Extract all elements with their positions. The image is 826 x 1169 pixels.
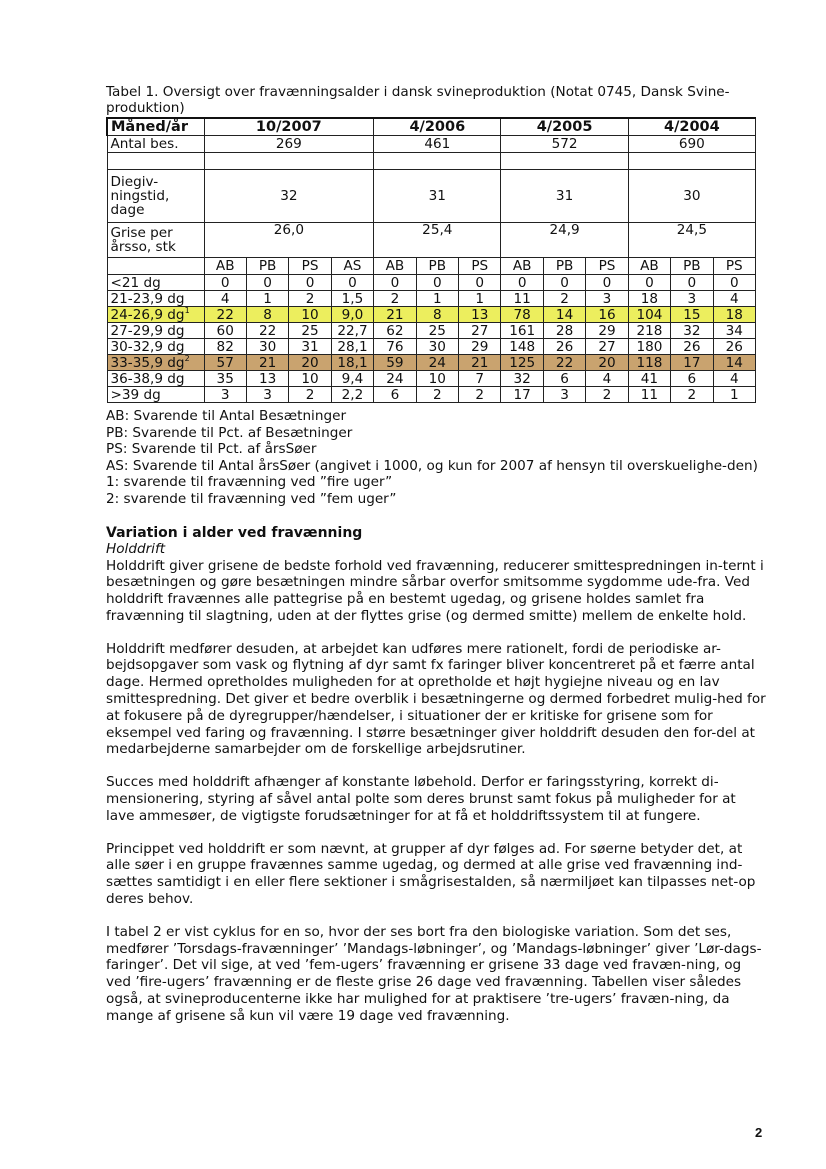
subcolumn-header: PB — [671, 258, 713, 275]
table-cell: 41 — [628, 371, 670, 387]
row-label: Diegiv-ningstid, dage — [107, 170, 204, 223]
table-cell: 13 — [246, 371, 288, 387]
table-cell: 31 — [374, 170, 501, 223]
table-cell: 34 — [713, 323, 755, 339]
row-label — [107, 387, 204, 403]
table-cell: 10 — [416, 371, 458, 387]
table-cell — [501, 153, 628, 170]
table-cell: 30 — [416, 339, 458, 355]
legend-item: PB: Svarende til Pct. af Besætninger — [106, 424, 353, 441]
row-label — [107, 355, 204, 371]
table-cell: 13 — [459, 307, 501, 323]
table-cell: 57 — [204, 355, 246, 371]
table-cell — [374, 153, 501, 170]
subcolumn-header: PB — [246, 258, 288, 275]
section-title: Variation i alder ved fravænning — [106, 525, 363, 541]
row-label — [107, 275, 204, 291]
table-cell: 6 — [374, 387, 416, 403]
table-cell — [628, 153, 755, 170]
table-cell: 2 — [289, 291, 331, 307]
table-cell: 0 — [331, 275, 373, 291]
table-cell: 14 — [713, 355, 755, 371]
legend-item: PS: Svarende til Pct. af årsSøer — [106, 441, 317, 457]
table-cell: 8 — [416, 307, 458, 323]
table-cell: 2 — [671, 387, 713, 403]
table-cell: 104 — [628, 307, 670, 323]
table-cell: 32 — [501, 371, 543, 387]
table-cell — [107, 258, 204, 275]
table-cell: 1 — [459, 291, 501, 307]
weaning-age-table — [106, 117, 756, 403]
table-cell: 4 — [586, 371, 628, 387]
table-cell: 15 — [671, 307, 713, 323]
period-header: 4/2004 — [628, 118, 755, 136]
table-cell: 2 — [459, 387, 501, 403]
table-cell: 11 — [501, 291, 543, 307]
table-cell: 26 — [713, 339, 755, 355]
legend-item: AB: Svarende til Antal Besætninger — [106, 408, 347, 424]
row-label-text: 36-38,9 dg — [110, 370, 185, 387]
table-cell: 0 — [204, 275, 246, 291]
table-cell: 7 — [459, 371, 501, 387]
body-paragraph: Holddrift medfører desuden, at arbejdet kan udføres mere rationelt, fordi de periodiske ar-bejdsopgaver som vask og flytning af dyr samt fx faringer bliver koncentreret på et færre antal dage. Hermed opretholdes muligheden for at opretholde et højt hygiejne niveau og en lav smittespredning. Det giver et bedre overblik i besætningerne og dermed forbedret mulig-hed for at fokusere på de dyregrupper/hændelser, i situationer der er kritiske for grisene som for eksempel ved faring og fravænning. I større besætninger giver holddrift desuden den for-del at medarbejderne samarbejder om de forskellige arbejdsrutiner. — [106, 640, 766, 758]
subcolumn-header: PS — [289, 258, 331, 275]
subcolumn-header: AB — [204, 258, 246, 275]
table-cell: 26 — [543, 339, 585, 355]
table-cell: 8 — [246, 307, 288, 323]
table-cell: 24,9 — [501, 223, 628, 258]
legend-item: AS: Svarende til Antal årsSøer (angivet i 1000, og kun for 2007 af hensyn til overskuelighe-den) — [106, 457, 758, 474]
table-row — [107, 387, 756, 403]
table-cell: 14 — [543, 307, 585, 323]
table-cell: 3 — [586, 291, 628, 307]
table-cell: 24 — [416, 355, 458, 371]
table-cell: 0 — [586, 275, 628, 291]
row-label-text: >39 dg — [110, 386, 161, 403]
table-cell: 28,1 — [331, 339, 373, 355]
subcolumn-header: AB — [374, 258, 416, 275]
period-header: 4/2005 — [501, 118, 628, 136]
row-label — [107, 339, 204, 355]
row-label — [107, 307, 204, 323]
row-label — [107, 323, 204, 339]
table-cell: 82 — [204, 339, 246, 355]
table-cell: 125 — [501, 355, 543, 371]
table-cell: 1 — [713, 387, 755, 403]
row-label — [107, 371, 204, 387]
table-cell: 218 — [628, 323, 670, 339]
subcolumn-header: PS — [586, 258, 628, 275]
row-label-text: 27-29,9 dg — [110, 322, 185, 339]
table-cell: 28 — [543, 323, 585, 339]
table-cell: 1 — [416, 291, 458, 307]
section-subtitle: Holddrift — [106, 541, 166, 557]
footnote-marker: 1 — [184, 305, 190, 315]
table-cell: 60 — [204, 323, 246, 339]
table-header-row — [107, 118, 756, 136]
table-cell: 31 — [289, 339, 331, 355]
table-cell: 161 — [501, 323, 543, 339]
grise-per-arsso-row — [107, 223, 756, 258]
row-label-text: 21-23,9 dg — [110, 290, 185, 307]
table-cell: 31 — [501, 170, 628, 223]
table-cell: 17 — [501, 387, 543, 403]
blank-row — [107, 153, 756, 170]
table-cell: 1,5 — [331, 291, 373, 307]
subcolumn-header: PB — [416, 258, 458, 275]
table-cell: 16 — [586, 307, 628, 323]
period-header: 4/2006 — [374, 118, 501, 136]
table-cell: 32 — [204, 170, 374, 223]
table-cell: 22,7 — [331, 323, 373, 339]
document-page — [106, 84, 766, 1041]
table-cell: 17 — [671, 355, 713, 371]
table-cell: 24 — [374, 371, 416, 387]
table-cell: 2 — [586, 387, 628, 403]
subcolumn-header: PB — [543, 258, 585, 275]
table-cell: 0 — [289, 275, 331, 291]
period-header: 10/2007 — [204, 118, 374, 136]
table-cell: 24,5 — [628, 223, 755, 258]
subcolumn-header: PS — [459, 258, 501, 275]
table-cell: 0 — [416, 275, 458, 291]
table-cell: 2 — [543, 291, 585, 307]
table-cell: 59 — [374, 355, 416, 371]
table-cell: 25 — [416, 323, 458, 339]
table-cell: 18 — [628, 291, 670, 307]
body-paragraph: Succes med holddrift afhænger af konstante løbehold. Derfor er faringsstyring, korrekt di-mensionering, styring af såvel antal polte som deres brunst samt fokus på muligheder for at lave ammesøer, de vigtigste forudsætninger for at få et holddriftssystem til at fungere. — [106, 774, 736, 824]
table-cell: 26 — [671, 339, 713, 355]
table-cell: 62 — [374, 323, 416, 339]
table-cell: 180 — [628, 339, 670, 355]
table-cell: 25 — [289, 323, 331, 339]
table-cell: 0 — [628, 275, 670, 291]
table-cell: 30 — [246, 339, 288, 355]
table-cell: 10 — [289, 371, 331, 387]
row-label: Antal bes. — [107, 136, 204, 153]
subcolumn-header: AB — [628, 258, 670, 275]
table-cell: 21 — [246, 355, 288, 371]
table-cell: 4 — [713, 371, 755, 387]
header-label: Måned/år — [107, 118, 204, 136]
table-cell: 461 — [374, 136, 501, 153]
table-caption: Tabel 1. Oversigt over fravænningsalder i dansk svineproduktion (Notat 0745, Dansk Svine-produktion) — [106, 84, 730, 116]
legend-item: 2: svarende til fravænning ved ”fem uger” — [106, 490, 397, 507]
table-cell: 0 — [501, 275, 543, 291]
table-cell: 32 — [671, 323, 713, 339]
table-cell: 269 — [204, 136, 374, 153]
table-cell: 2,2 — [331, 387, 373, 403]
body-paragraph: Princippet ved holddrift er som nævnt, at grupper af dyr følges ad. For søerne betyder det, at alle søer i en gruppe fravænnes samme ugedag, og dermed at alle grise ved fravænning ind-sættes samtidigt i en eller flere sektioner i smågrisestalden, så nærmiljøet kan tilpasses net-op deres behov. — [106, 840, 756, 908]
row-label-text: 30-32,9 dg — [110, 338, 185, 355]
section-body — [106, 558, 766, 1025]
table-cell: 3 — [543, 387, 585, 403]
table-cell: 0 — [713, 275, 755, 291]
table-cell: 4 — [713, 291, 755, 307]
body-paragraph: Holddrift giver grisene de bedste forhold ved fravænning, reducerer smittespredningen in-ternt i besætningen og gøre besætningen mindre sårbar overfor smitsomme sygdomme ude-fra. Ved holddrift fravænnes alle pattegrise på en bestemt ugedag, og grisene holdes samlet fra fravænning til slagtning, uden at der flyttes grise (og dermed smitte) mellem de enkelte hold. — [106, 557, 764, 624]
row-label-text: 24-26,9 dg — [110, 306, 185, 323]
table-cell: 30 — [628, 170, 755, 223]
row-label — [107, 291, 204, 307]
table-cell: 2 — [416, 387, 458, 403]
table-cell: 572 — [501, 136, 628, 153]
table-cell: 3 — [204, 387, 246, 403]
table-cell: 2 — [374, 291, 416, 307]
table-cell: 10 — [289, 307, 331, 323]
body-paragraph: I tabel 2 er vist cyklus for en so, hvor der ses bort fra den biologiske variation. Som det ses, medfører ’Torsdags-fravænninger’ ’Mandags-løbninger’, og ’Mandags-løbninger’ giver ’Lør-dags-faringer’. Det vil sige, at ved ’fem-ugers’ fravænning er grisene 33 dage ved fravæn-ning, og ved ’fire-ugers’ fravænning er de fleste grise 26 dage ved fravænning. Tabellen viser således også, at svineproducenterne ikke har mulighed for at praktisere ’tre-ugers’ fravæn-ning, da mange af grisene så kun vil være 19 dage ved fravænning. — [106, 923, 762, 1024]
table-cell: 0 — [459, 275, 501, 291]
table-cell: 9,0 — [331, 307, 373, 323]
row-label-text: <21 dg — [110, 274, 161, 291]
table-cell: 27 — [459, 323, 501, 339]
table-cell: 0 — [374, 275, 416, 291]
table-row — [107, 307, 756, 323]
table-cell: 21 — [374, 307, 416, 323]
table-cell: 20 — [289, 355, 331, 371]
page-number: 2 — [755, 1125, 763, 1140]
row-label-text: 33-35,9 dg — [110, 354, 185, 371]
table-cell: 6 — [543, 371, 585, 387]
table-row — [107, 371, 756, 387]
table-cell: 0 — [543, 275, 585, 291]
table-cell: 4 — [204, 291, 246, 307]
subcolumn-header: AS — [331, 258, 373, 275]
table-row — [107, 291, 756, 307]
table-cell: 29 — [459, 339, 501, 355]
table-cell — [107, 153, 204, 170]
table-cell: 27 — [586, 339, 628, 355]
table-cell: 9,4 — [331, 371, 373, 387]
table-cell: 148 — [501, 339, 543, 355]
table-cell: 22 — [204, 307, 246, 323]
table-row — [107, 323, 756, 339]
table-cell: 11 — [628, 387, 670, 403]
subcolumn-header: AB — [501, 258, 543, 275]
table-cell: 6 — [671, 371, 713, 387]
table-cell — [204, 153, 374, 170]
table-legend — [106, 408, 766, 507]
table-row — [107, 355, 756, 371]
table-cell: 2 — [289, 387, 331, 403]
table-cell: 29 — [586, 323, 628, 339]
subcolumn-header-row — [107, 258, 756, 275]
table-cell: 78 — [501, 307, 543, 323]
table-cell: 3 — [246, 387, 288, 403]
legend-item: 1: svarende til fravænning ved ”fire uger” — [106, 474, 393, 490]
table-row — [107, 339, 756, 355]
table-row — [107, 275, 756, 291]
table-cell: 18 — [713, 307, 755, 323]
table-cell: 35 — [204, 371, 246, 387]
diegivningstid-row — [107, 170, 756, 223]
table-cell: 22 — [246, 323, 288, 339]
footnote-marker: 2 — [184, 353, 190, 363]
table-cell: 1 — [246, 291, 288, 307]
table-cell: 21 — [459, 355, 501, 371]
antal-bes-row — [107, 136, 756, 153]
table-cell: 26,0 — [204, 223, 374, 258]
table-cell: 22 — [543, 355, 585, 371]
table-cell: 20 — [586, 355, 628, 371]
table-cell: 118 — [628, 355, 670, 371]
subcolumn-header: PS — [713, 258, 755, 275]
table-cell: 690 — [628, 136, 755, 153]
table-cell: 3 — [671, 291, 713, 307]
table-cell: 0 — [671, 275, 713, 291]
table-cell: 0 — [246, 275, 288, 291]
table-cell: 76 — [374, 339, 416, 355]
table-cell: 18,1 — [331, 355, 373, 371]
row-label: Grise per årsso, stk — [107, 223, 204, 258]
table-cell: 25,4 — [374, 223, 501, 258]
